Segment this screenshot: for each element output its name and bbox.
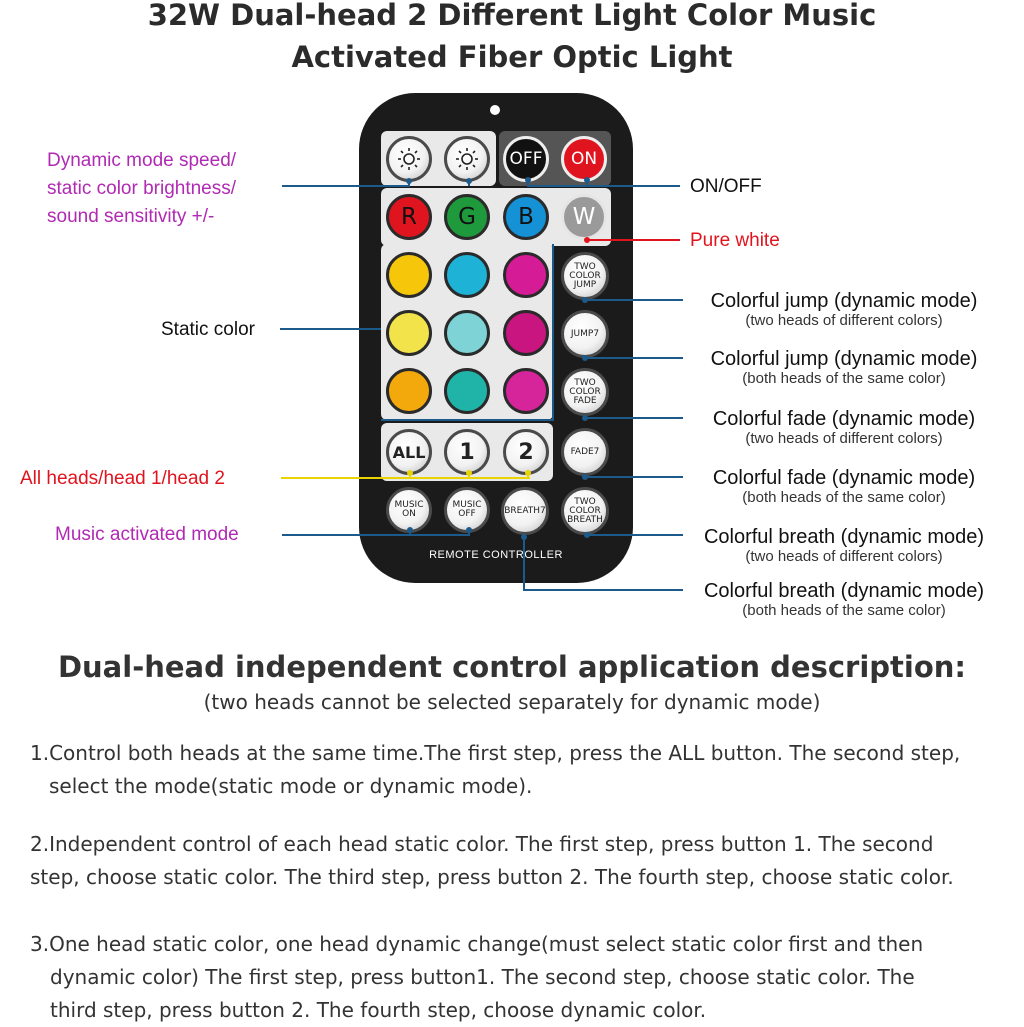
static-color-label: Static color <box>161 319 255 340</box>
jump-two-annotation <box>684 290 1004 330</box>
fade-two-annotation <box>684 408 1004 448</box>
annotation-sub: (both heads of the same color) <box>742 489 946 506</box>
speed-label-line-2: static color brightness/ <box>47 178 237 199</box>
paragraph-1-line-1: 1.Control both heads at the same time.The first step, press the ALL button. The second step, <box>30 741 961 765</box>
two-color-jump-button[interactable]: TWO COLOR JUMP <box>561 252 609 300</box>
music-off-button[interactable]: MUSIC OFF <box>444 487 490 533</box>
remote-controller-label: REMOTE CONTROLLER <box>429 549 563 561</box>
speed-label-line-1: Dynamic mode speed/ <box>47 150 237 171</box>
on-button[interactable]: ON <box>561 136 607 182</box>
music-mode-label: Music activated mode <box>55 524 239 545</box>
jump7-button[interactable]: JUMP7 <box>561 310 609 358</box>
title-line-2: Activated Fiber Optic Light <box>291 40 733 74</box>
onoff-leader-line <box>528 180 680 186</box>
breath-same-leader-line <box>524 537 683 590</box>
static-color-frame-line <box>381 244 553 420</box>
title-line-1: 32W Dual-head 2 Different Light Color Music <box>147 0 877 32</box>
jump-same-annotation <box>684 348 1004 388</box>
annotation-sub: (two heads of different colors) <box>745 548 943 565</box>
paragraph-1-line-2: select the mode(static mode or dynamic mode). <box>49 774 533 798</box>
off-button[interactable]: OFF <box>503 136 549 182</box>
annotation-sub: (two heads of different colors) <box>745 312 943 329</box>
fade7-button[interactable]: FADE7 <box>561 428 609 476</box>
annotation-main: Colorful breath (dynamic mode) <box>703 526 985 548</box>
speed-leader-line <box>282 181 469 186</box>
white-button[interactable]: W <box>561 194 607 240</box>
head-1-button[interactable]: 1 <box>444 429 490 475</box>
breath-two-annotation <box>684 526 1004 566</box>
annotation-main: Colorful fade (dynamic mode) <box>712 408 976 430</box>
annotation-sub: (both heads of the same color) <box>742 602 946 619</box>
heads-leader-line <box>281 473 530 478</box>
annotation-main: Colorful jump (dynamic mode) <box>710 290 978 312</box>
pure-white-label: Pure white <box>690 230 780 251</box>
paragraph-2-line-1: 2.Independent control of each head static color. The first step, press button 1. The second <box>30 832 934 856</box>
green-button[interactable]: G <box>444 194 490 240</box>
all-heads-button[interactable]: ALL <box>386 429 432 475</box>
paragraph-3-line-3: third step, press button 2. The fourth step, choose dynamic color. <box>50 998 707 1022</box>
paragraph-2-line-2: step, choose static color. The third step, press button 2. The fourth step, choose static color. <box>30 865 954 889</box>
description-heading: Dual-head independent control application description: <box>57 650 967 684</box>
paragraph-3-line-1: 3.One head static color, one head dynamic change(must select static color first and then <box>30 932 924 956</box>
fade-same-annotation <box>684 467 1004 507</box>
music-on-button[interactable]: MUSIC ON <box>386 487 432 533</box>
annotation-sub: (both heads of the same color) <box>742 370 946 387</box>
head-2-button[interactable]: 2 <box>503 429 549 475</box>
blue-button[interactable]: B <box>503 194 549 240</box>
annotation-main: Colorful jump (dynamic mode) <box>710 348 978 370</box>
music-leader-line <box>282 530 470 535</box>
description-note: (two heads cannot be selected separately for dynamic mode) <box>203 690 821 714</box>
onoff-label: ON/OFF <box>690 176 762 197</box>
two-color-breath-button[interactable]: TWO COLOR BREATH <box>561 487 609 535</box>
annotation-main: Colorful fade (dynamic mode) <box>712 467 976 489</box>
red-button[interactable]: R <box>386 194 432 240</box>
speed-label-line-3: sound sensitivity +/- <box>47 206 215 227</box>
heads-label: All heads/head 1/head 2 <box>20 468 225 489</box>
annotation-main: Colorful breath (dynamic mode) <box>703 580 985 602</box>
breath-same-annotation <box>684 580 1004 620</box>
breath7-button[interactable]: BREATH7 <box>501 487 549 535</box>
two-color-fade-button[interactable]: TWO COLOR FADE <box>561 368 609 416</box>
annotation-sub: (two heads of different colors) <box>745 430 943 447</box>
paragraph-3-line-2: dynamic color) The first step, press button1. The second step, choose static color. The <box>50 965 915 989</box>
